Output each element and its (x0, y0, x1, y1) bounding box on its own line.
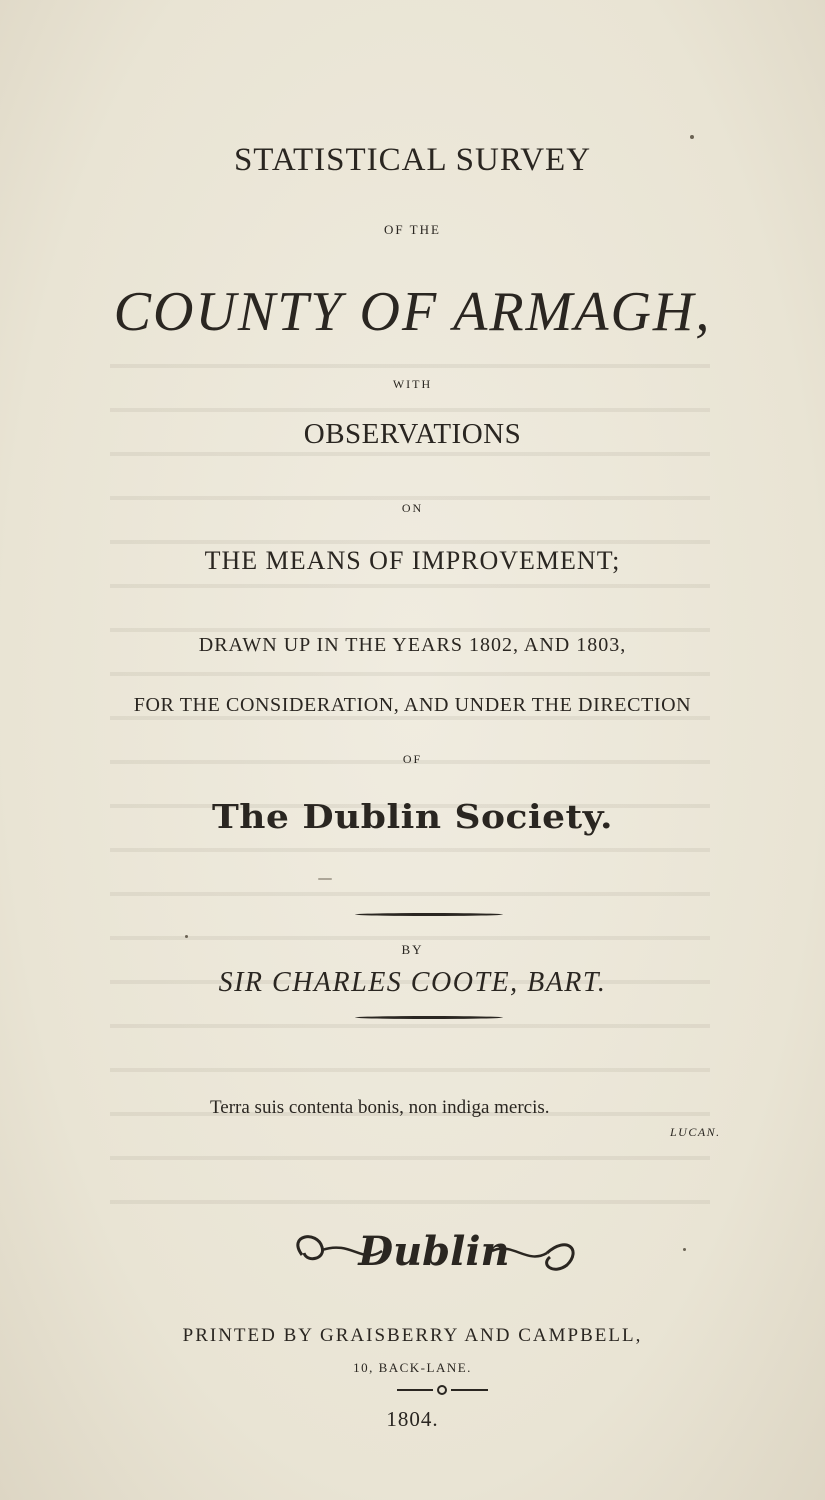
ornament-text: Dublin (358, 1228, 510, 1275)
of-line: OF (402, 752, 423, 766)
observations-heading: OBSERVATIONS (303, 418, 522, 450)
author-name: SIR CHARLES COOTE, BART. (218, 967, 607, 998)
paper-speck (185, 935, 188, 938)
paper-speck (690, 135, 694, 139)
bleed-through-text (110, 330, 710, 1230)
paper-speck (683, 1248, 686, 1251)
address-line: 10, BACK-LANE. (353, 1360, 472, 1375)
paper-speck (318, 878, 332, 880)
title-line: STATISTICAL SURVEY (233, 142, 592, 178)
motto-attribution: LUCAN. (670, 1125, 721, 1139)
drawn-up-line: DRAWN UP IN THE YEARS 1802, AND 1803, (198, 634, 627, 656)
divider-rule-bottom (355, 1016, 503, 1019)
printer-line: PRINTED BY GRAISBERRY AND CAMPBELL, (182, 1325, 643, 1346)
dublin-ornament (282, 1215, 587, 1285)
small-flourish (395, 1383, 490, 1397)
county-heading: COUNTY OF ARMAGH, (113, 281, 712, 343)
consideration-line: FOR THE CONSIDERATION, AND UNDER THE DIRECTION (133, 694, 692, 716)
divider-rule-top (355, 913, 503, 916)
publication-year: 1804. (386, 1407, 439, 1431)
latin-motto: Terra suis contenta bonis, non indiga mercis. (210, 1097, 550, 1118)
means-line: THE MEANS OF IMPROVEMENT; (204, 546, 621, 575)
society-name: The Dublin Society. (212, 797, 613, 837)
on-line: ON (401, 501, 424, 515)
with-line: WITH (392, 377, 433, 391)
of-the-line: OF THE (384, 222, 441, 237)
by-line: BY (401, 942, 424, 957)
